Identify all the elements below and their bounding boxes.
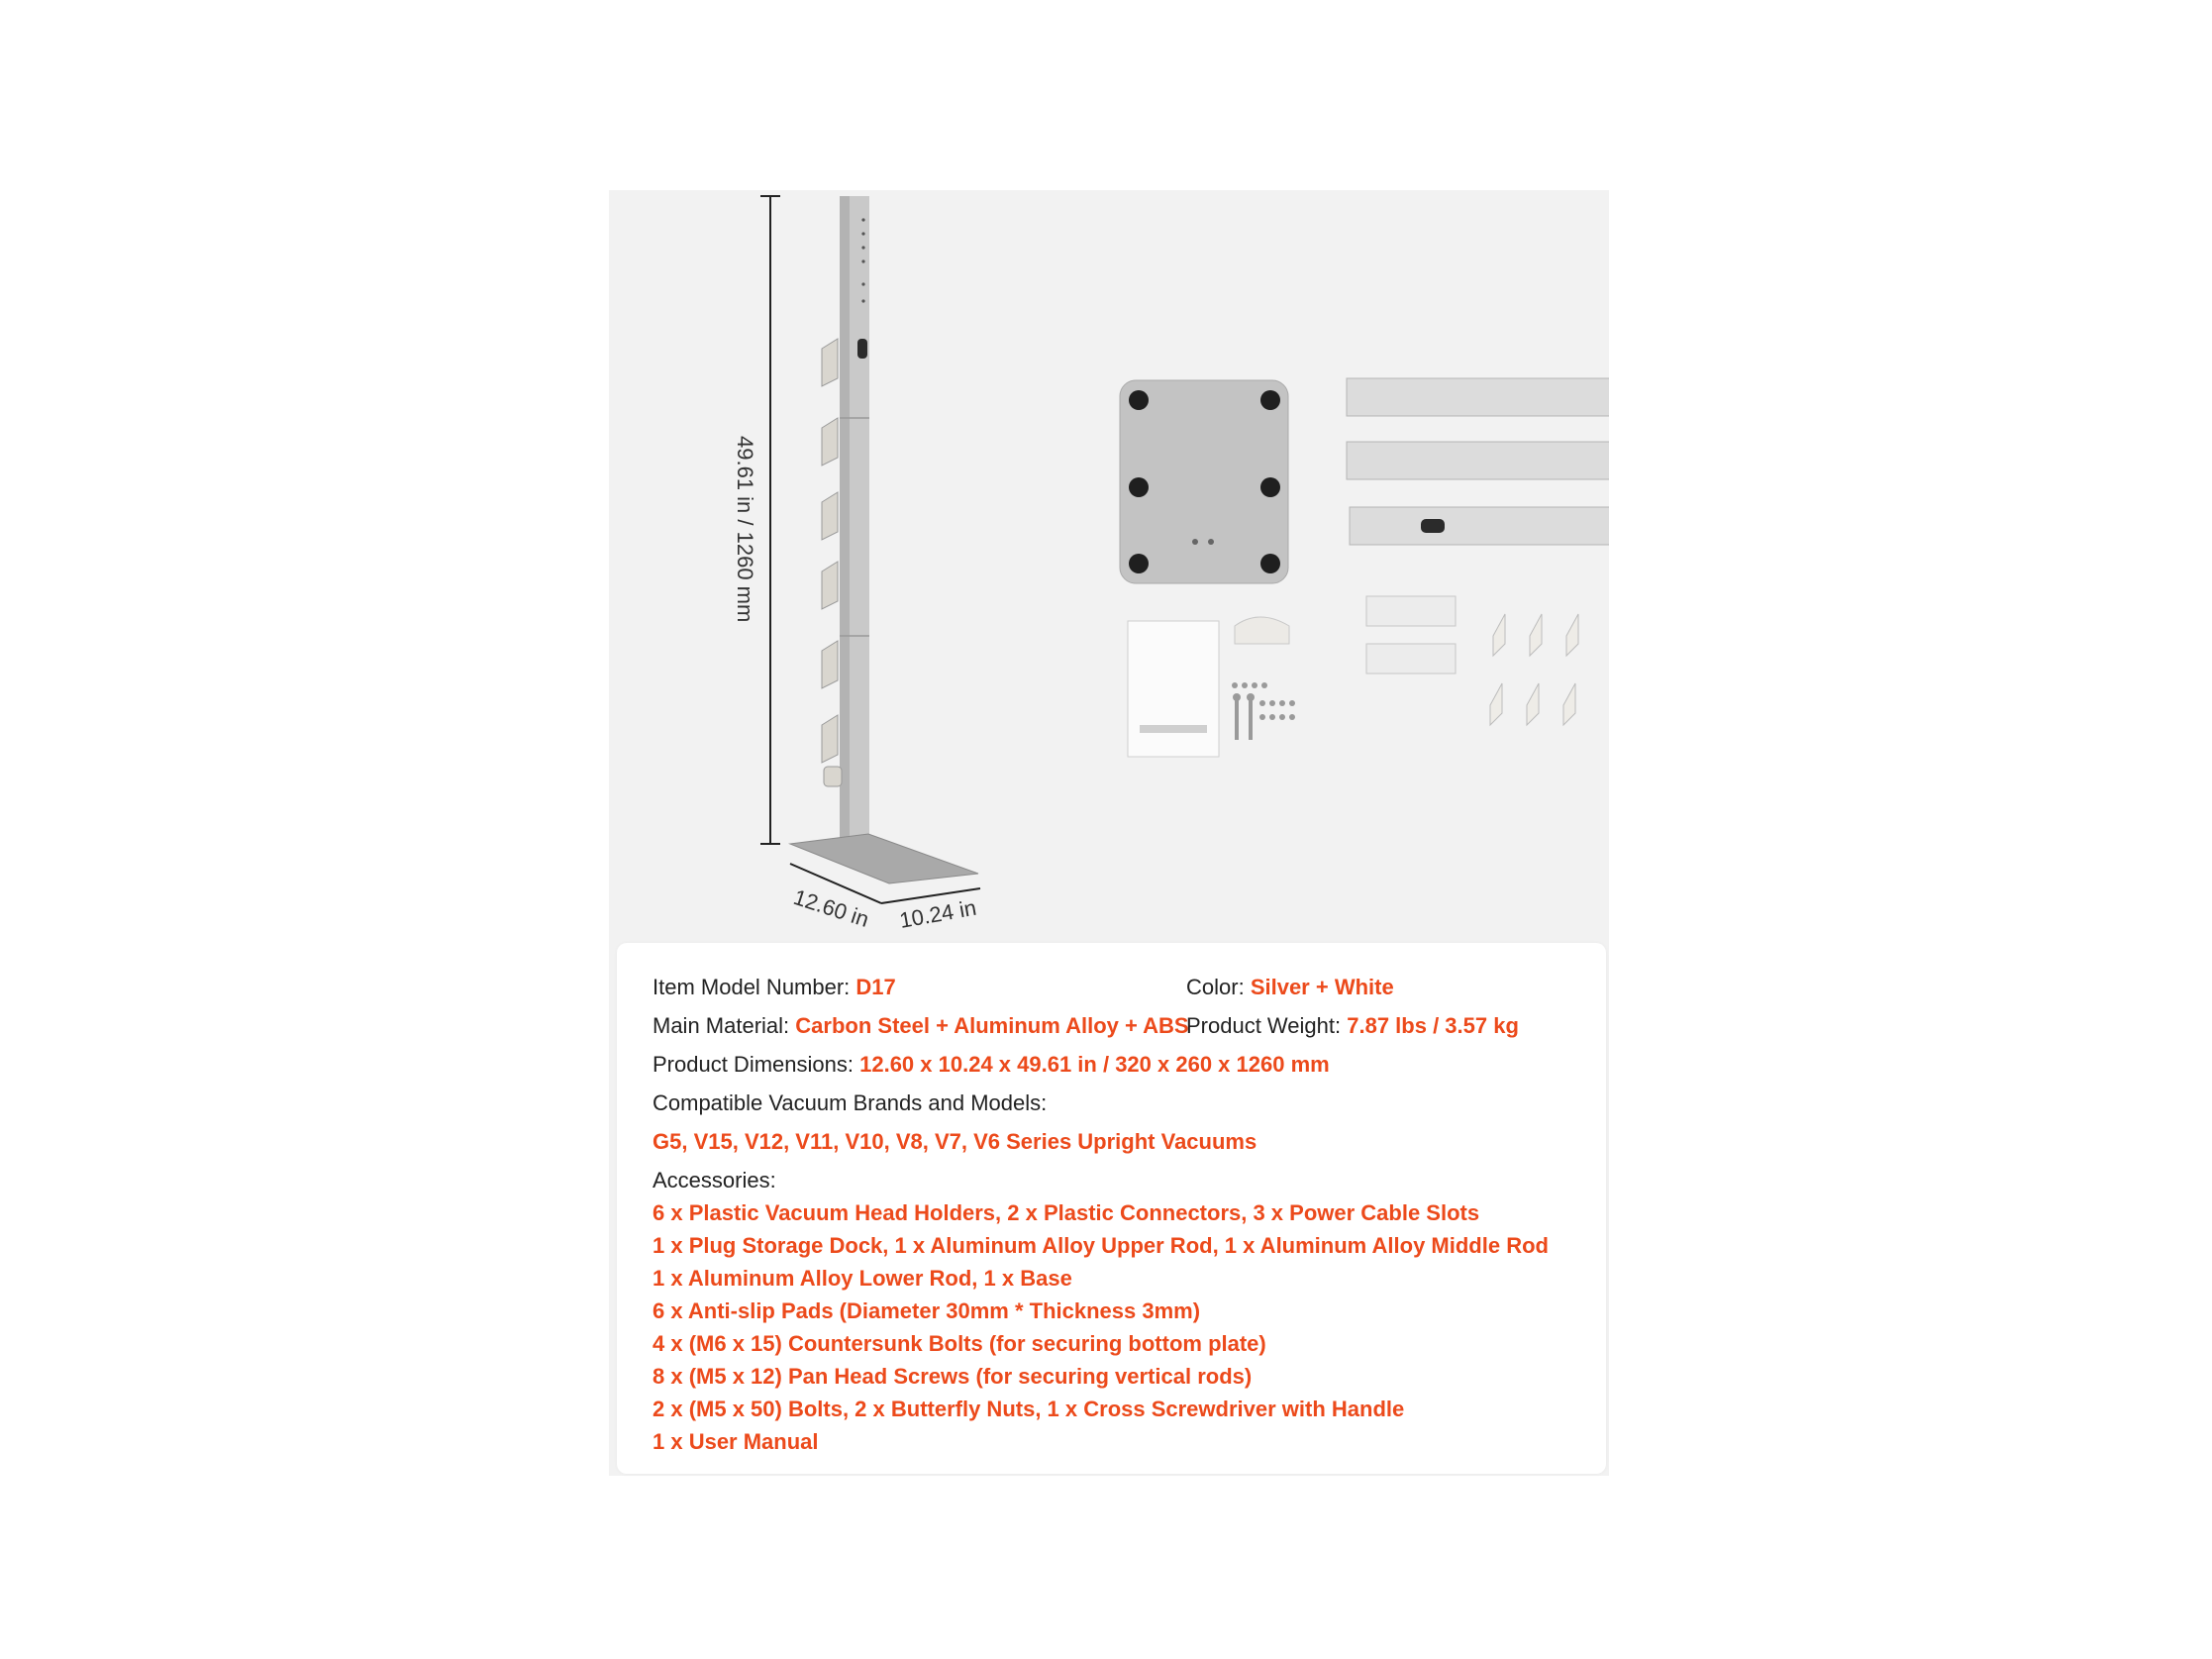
base-plate <box>1120 380 1288 583</box>
material-value: Carbon Steel + Aluminum Alloy + ABS <box>795 1013 1189 1038</box>
plastic-connectors <box>1366 596 1456 674</box>
spec-panel <box>617 943 1606 1474</box>
material-label: Main Material: <box>653 1013 790 1038</box>
accessory-item: 1 x Aluminum Alloy Lower Rod, 1 x Base <box>653 1266 1072 1291</box>
accessory-item: 6 x Plastic Vacuum Head Holders, 2 x Plastic Connectors, 3 x Power Cable Slots <box>653 1200 1480 1225</box>
screws-and-bolts <box>1232 682 1295 740</box>
height-label: 49.61 in / 1260 mm <box>733 436 757 623</box>
dimensions-label: Product Dimensions: <box>653 1052 854 1077</box>
accessory-item: 1 x Plug Storage Dock, 1 x Aluminum Alloy Upper Rod, 1 x Aluminum Alloy Middle Rod <box>653 1233 1549 1258</box>
material-row <box>653 1013 1189 1039</box>
color-value: Silver + White <box>1250 975 1394 999</box>
color-label: Color: <box>1186 975 1245 999</box>
item-model-label: Item Model Number: <box>653 975 851 999</box>
weight-row <box>1186 1013 1519 1039</box>
item-model-value: D17 <box>855 975 896 999</box>
accessory-item: 8 x (M5 x 12) Pan Head Screws (for securing vertical rods) <box>653 1364 1253 1389</box>
vacuum-head-holders <box>822 339 842 786</box>
stand-pole <box>840 196 869 850</box>
depth-label: 12.60 in <box>790 883 872 932</box>
item-model-row <box>653 975 896 1000</box>
plug-storage-dock <box>1235 617 1289 644</box>
accessory-item: 2 x (M5 x 50) Bolts, 2 x Butterfly Nuts, 1 x Cross Screwdriver with Handle <box>653 1397 1405 1421</box>
accessory-item: 4 x (M6 x 15) Countersunk Bolts (for securing bottom plate) <box>653 1331 1266 1356</box>
product-illustration <box>609 190 1609 943</box>
aluminum-rods <box>1347 378 1609 545</box>
compatible-value: G5, V15, V12, V11, V10, V8, V7, V6 Series Upright Vacuums <box>653 1129 1257 1154</box>
loose-holders <box>1490 614 1578 725</box>
user-manual <box>1128 621 1219 757</box>
compatible-label: Compatible Vacuum Brands and Models: <box>653 1090 1048 1115</box>
weight-value: 7.87 lbs / 3.57 kg <box>1347 1013 1519 1038</box>
height-dimension <box>733 196 780 844</box>
accessories-label: Accessories: <box>653 1168 776 1192</box>
weight-label: Product Weight: <box>1186 1013 1342 1038</box>
dimensions-row <box>653 1052 1330 1078</box>
accessory-item: 1 x User Manual <box>653 1429 819 1454</box>
color-row <box>1186 975 1394 1000</box>
width-label: 10.24 in <box>897 894 978 933</box>
accessory-item: 6 x Anti-slip Pads (Diameter 30mm * Thickness 3mm) <box>653 1298 1201 1323</box>
dimensions-value: 12.60 x 10.24 x 49.61 in / 320 x 260 x 1260 mm <box>859 1052 1330 1077</box>
